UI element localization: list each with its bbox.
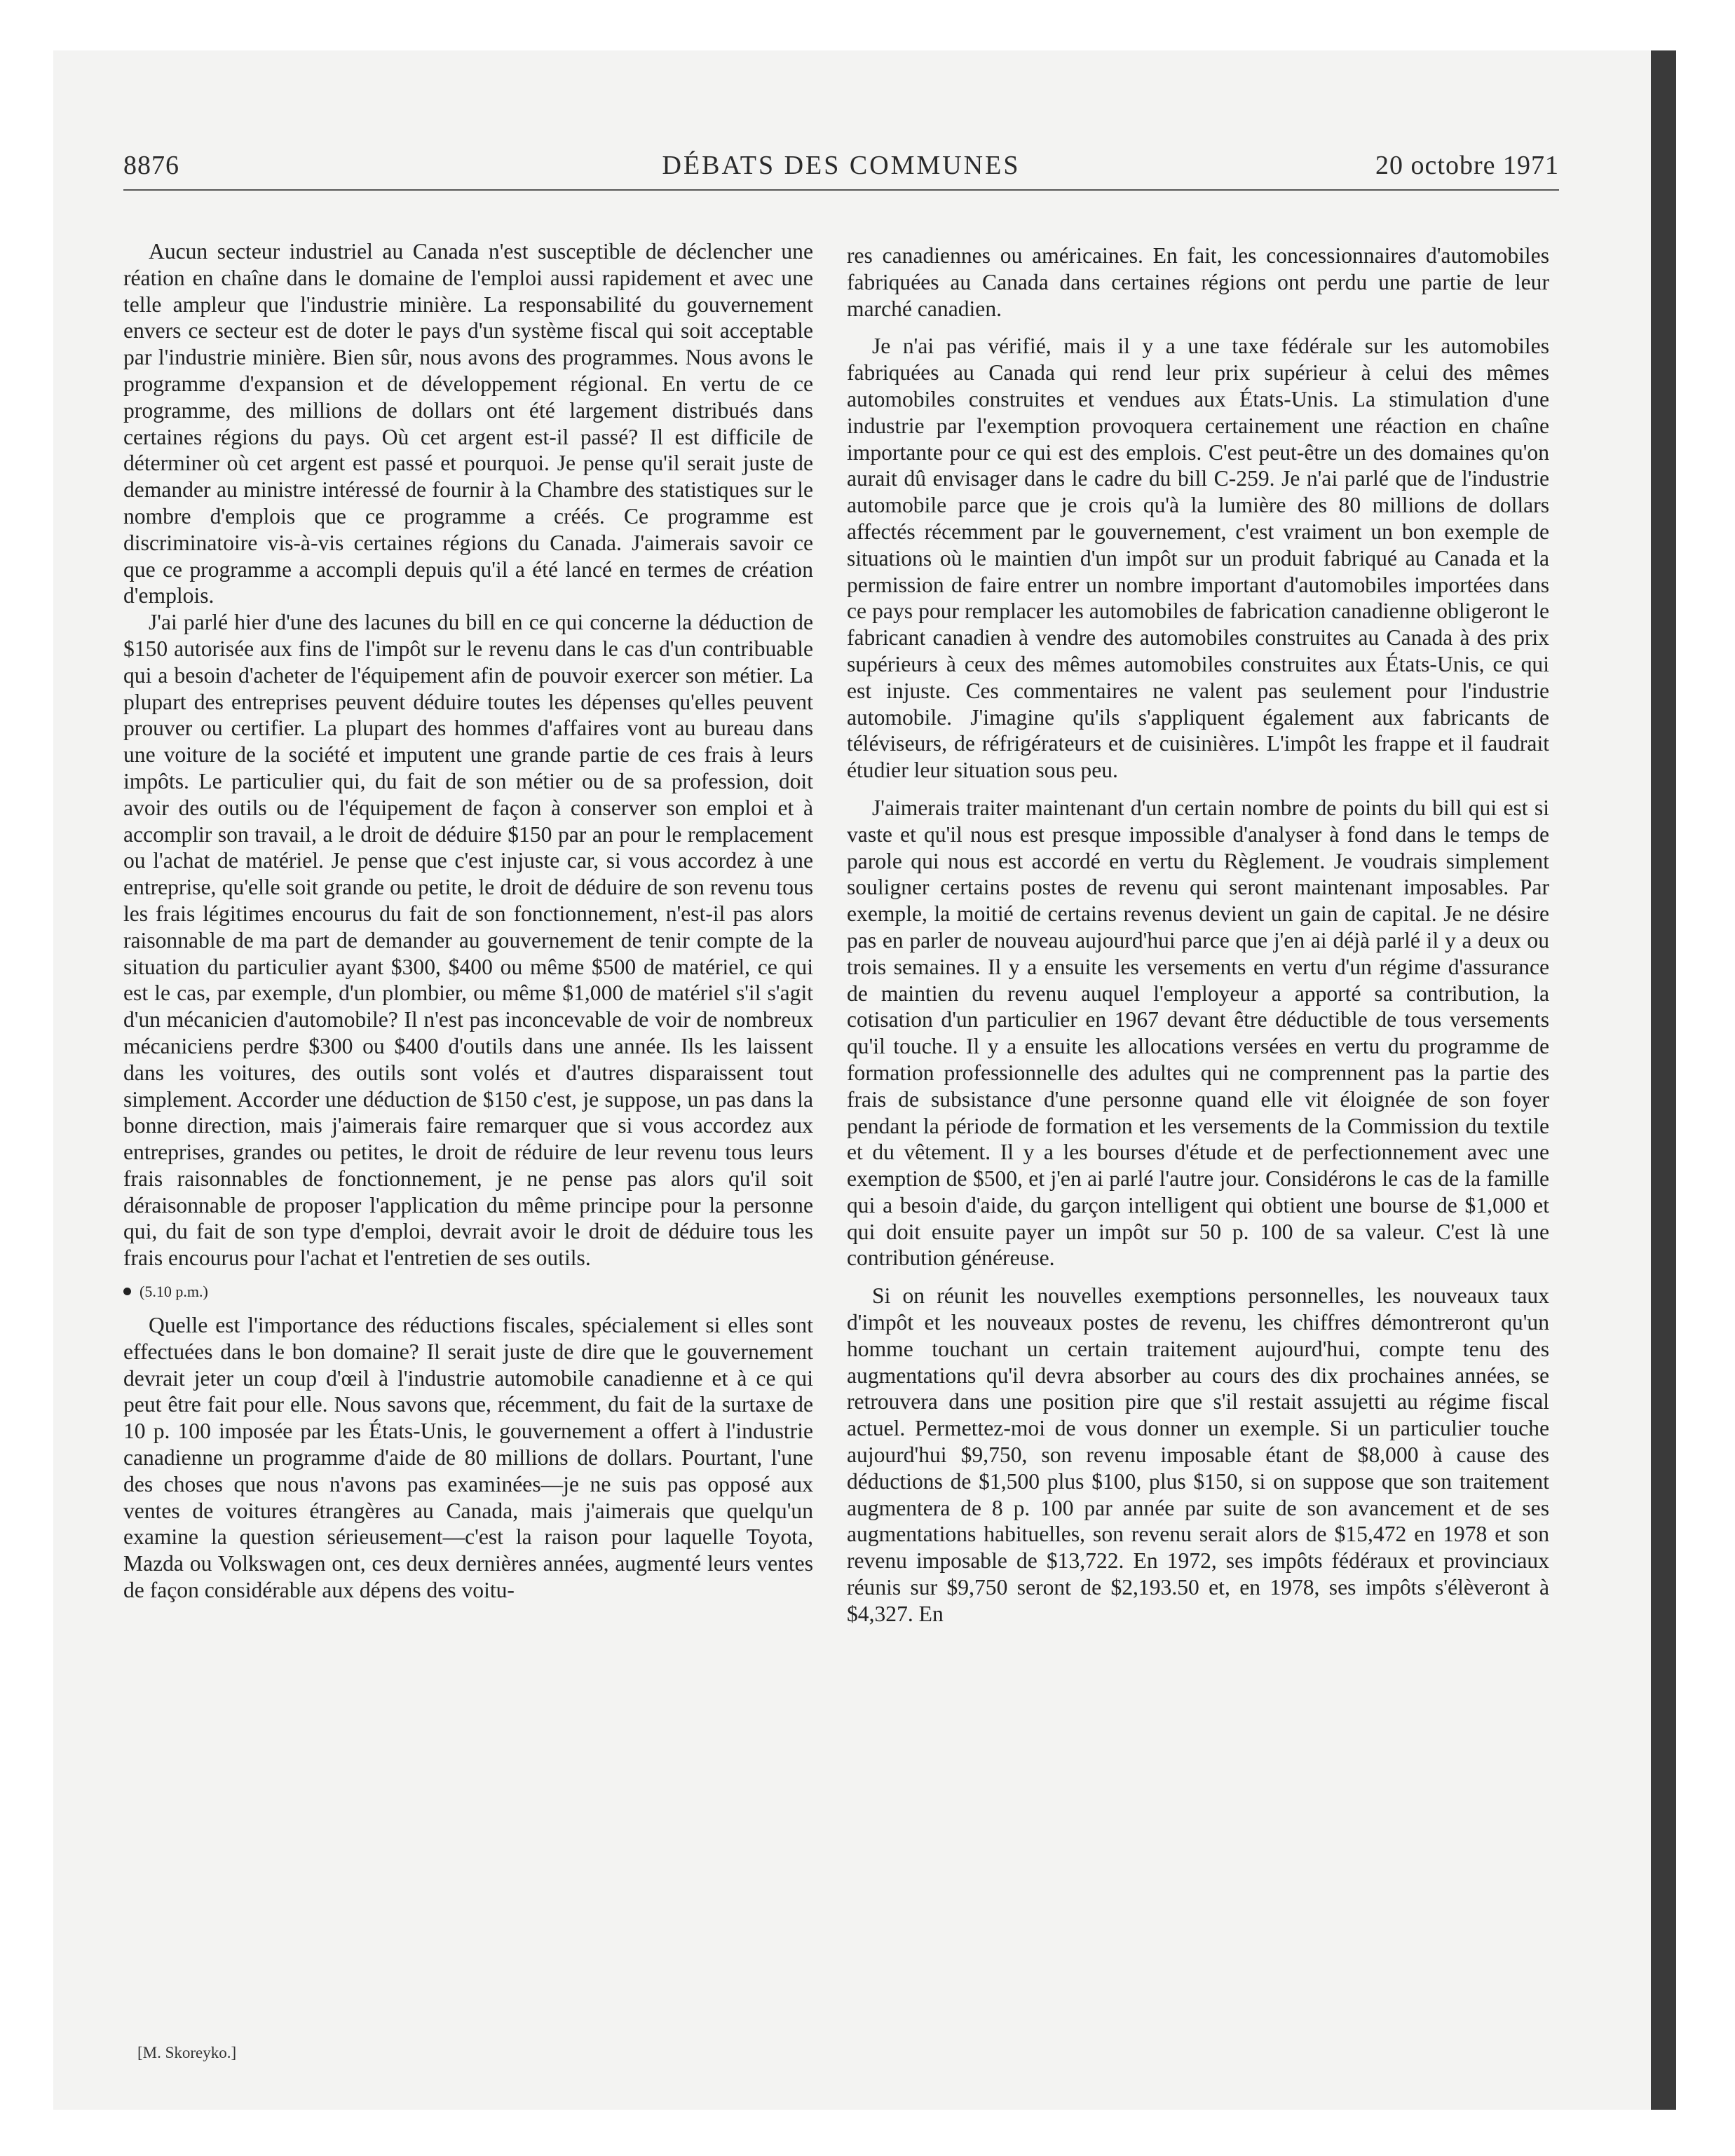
page-edge-shadow bbox=[1651, 50, 1676, 2110]
timestamp-text: (5.10 p.m.) bbox=[140, 1283, 208, 1301]
paragraph-auto-industry: Quelle est l'importance des réductions fiscales, spécialement si elles sont effectuées dans le bon domaine? Il serait juste de dire que le gouvernement devrait jeter un coup d'œil à l'industrie automobile canadienne et à ce qui peut être fait pour elle. Nous savons que, récemment, du fait de la surtaxe de 10 p. 100 imposée par les États-Unis, le gouvernement a offert à l'industrie canadienne un programme d'aide de 80 millions de dollars. Pourtant, l'une des choses que nous n'avons pas examinées—je ne suis pas opposé aux ventes de voitures étrangères au Canada, mais j'aimerais que quelqu'un examine la question sérieusement—c'est la raison pour laquelle Toyota, Mazda ou Volkswagen ont, ces deux dernières années, augmenté leurs ventes de façon considérable aux dépens des voitu- bbox=[123, 1313, 813, 1603]
speaker-attribution: [M. Skoreyko.] bbox=[137, 2044, 237, 2061]
right-column bbox=[847, 243, 1549, 1628]
paragraph-example: Si on réunit les nouvelles exemptions personnelles, les nouveaux taux d'impôt et les nouveaux postes de revenu, les chiffres démontreront qu'un homme touchant un certain traitement aujourd'hui, compte tenu des augmentations qu'il devra absorber au cours des dix prochaines années, se retrouvera dans une position pire que s'il restait assujetti au régime fiscal actuel. Permettez-moi de vous donner un exemple. Si un particulier touche aujourd'hui $9,750, son revenu imposable étant de $8,000 à cause des déductions de $1,500 plus $100, plus $150, si on suppose que son traitement augmentera de 8 p. 100 par année par suite de son avancement et de ses augmentations habituelles, son revenu serait alors de $15,472 en 1978 et son revenu imposable de $13,722. En 1972, ses impôts fédéraux et provinciaux réunis sur $9,750 seront de $2,193.50 et, en 1978, ses impôts s'élèveront à $4,327. En bbox=[847, 1283, 1549, 1626]
publication-title: DÉBATS DES COMMUNES bbox=[662, 151, 1021, 180]
paragraph-mining-industry: Aucun secteur industriel au Canada n'est susceptible de déclencher une réation en chaîne dans le domaine de l'emploi aussi rapidement et avec une telle ampleur que l'industrie minière. La responsabilité du gouvernement envers ce secteur est de doter le pays d'un système fiscal qui soit acceptable par l'industrie minière. Bien sûr, nous avons des programmes. Nous avons le programme d'expansion et de développement régional. En vertu de ce programme, des millions de dollars ont été largement distribués dans certaines régions du pays. Où cet argent est-il passé? Il est difficile de déterminer où cet argent est passé et pourquoi. Je pense qu'il serait juste de demander au ministre intéressé de fournir à la Chambre des statistiques sur le nombre d'emplois que ce programme a créés. Ce programme est discriminatoire vis-à-vis certaines régions du Canada. J'aimerais savoir ce que ce programme a accompli depuis qu'il a été lancé en termes de création d'emplois. bbox=[123, 239, 813, 608]
paragraph-tool-deduction: J'ai parlé hier d'une des lacunes du bill en ce qui concerne la déduction de $150 autorisée aux fins de l'impôt sur le revenu dans le cas d'un contribuable qui a besoin d'acheter de l'équipement afin de pouvoir exercer son métier. La plupart des entreprises peuvent déduire toutes les dépenses qu'elles peuvent prouver ou certifier. La plupart des hommes d'affaires vont au bureau dans une voiture de la société et imputent une grande partie de ces frais à leurs impôts. Le particulier qui, du fait de son métier ou de sa profession, doit avoir des outils ou de l'équipement de façon à conserver son emploi et à accomplir son travail, a le droit de déduire $150 par an pour le remplacement ou l'achat de matériel. Je pense que c'est injuste car, si vous accordez à une entreprise, qu'elle soit grande ou petite, le droit de déduire de son revenu tous les frais légitimes encourus du fait de son fonctionnement, n'est-il pas alors raisonnable de ma part de demander au gouvernement de tenir compte de la situation du particulier ayant $300, $400 ou même $500 de matériel, ce qui est le cas, par exemple, d'un plombier, ou même $1,000 de matériel s'il s'agit d'un mécanicien d'automobile? Il n'est pas inconcevable de voir de nombreux mécaniciens perdre $300 ou $400 d'outils dans une année. Ils les laissent dans les voitures, des outils sont volés et d'autres disparaissent tout simplement. Accorder une déduction de $150 c'est, je suppose, un pas dans la bonne direction, mais j'aimerais faire remarquer que si vous accordez aux entreprises, grandes ou petites, le droit de réduire de leur revenu tous leurs frais raisonnables de fonctionnement, je ne pense pas alors qu'il soit déraisonnable de proposer l'application du même principe pour la personne qui, du fait de son type d'emploi, devrait avoir le droit de déduire tous les frais encourus pour l'achat et l'entretien de ses outils. bbox=[123, 610, 813, 1271]
publication-date: 20 octobre 1971 bbox=[1375, 151, 1559, 180]
left-column bbox=[123, 238, 813, 1604]
timestamp bbox=[123, 1281, 813, 1302]
page-header bbox=[123, 150, 1559, 191]
page-number: 8876 bbox=[123, 151, 179, 180]
paragraph-continuation: res canadiennes ou américaines. En fait, les concessionnaires d'automobiles fabriquées au Canada dans certaines régions ont perdu une partie de leur marché canadien. bbox=[847, 243, 1549, 321]
paragraph-federal-tax: Je n'ai pas vérifié, mais il y a une taxe fédérale sur les automobiles fabriquées au Canada qui rend leur prix supérieur à celui des mêmes automobiles construites et vendues aux États-Unis. La stimulation d'une industrie par l'exemption provoquera certainement une réaction en chaîne importante pour ce qui est des emplois. C'est peut-être un des domaines qu'on aurait dû envisager dans le cadre du bill C-259. Je n'ai parlé que de l'industrie automobile parce que je crois qu'à la lumière des 80 millions de dollars affectés récemment par le gouvernement, c'est vraiment un bon exemple de situations où le maintien d'un impôt sur un produit fabriqué au Canada et la permission de faire entrer un nombre important d'automobiles importées dans ce pays pour remplacer les automobiles de fabrication canadienne obligeront le fabricant canadien à vendre des automobiles construites au Canada à des prix supérieurs à ceux des mêmes automobiles construites aux États-Unis, ce qui est injuste. Ces commentaires ne valent pas seulement pour l'industrie automobile. J'imagine qu'ils s'appliquent également aux fabricants de téléviseurs, de réfrigérateurs et de cuisinières. L'impôt les frappe et il faudrait étudier leur situation sous peu. bbox=[847, 334, 1549, 783]
paragraph-taxable-items: J'aimerais traiter maintenant d'un certain nombre de points du bill qui est si vaste et qu'il nous est presque impossible d'analyser à fond dans le temps de parole qui nous est accordé en vertu du Règlement. Je voudrais simplement souligner certains postes de revenu qui seront maintenant imposables. Par exemple, la moitié de certains revenus devient un gain de capital. Je ne désire pas en parler de nouveau aujourd'hui parce que j'en ai déjà parlé il y a deux ou trois semaines. Il y a ensuite les versements en vertu d'un régime d'assurance de maintien du revenu auquel l'employeur a apporté sa contribution, la cotisation d'un particulier en 1967 devant être déductible de tous versements qu'il touche. Il y a ensuite les allocations versées en vertu du programme de formation professionnelle des adultes qui ne comprennent pas la partie des frais de subsistance d'une personne quand elle vit éloignée de son foyer pendant la période de formation et les versements de la Commission du textile et du vêtement. Il y a les bourses d'étude et de perfectionnement avec une exemption de $500, et j'en ai parlé l'autre jour. Considérons le cas de la famille qui a besoin d'aide, du garçon intelligent qui obtient une bourse de $1,000 et qui doit ensuite payer un impôt sur 50 p. 100 de sa valeur. C'est là une contribution généreuse. bbox=[847, 795, 1549, 1271]
bullet-icon bbox=[123, 1288, 131, 1295]
